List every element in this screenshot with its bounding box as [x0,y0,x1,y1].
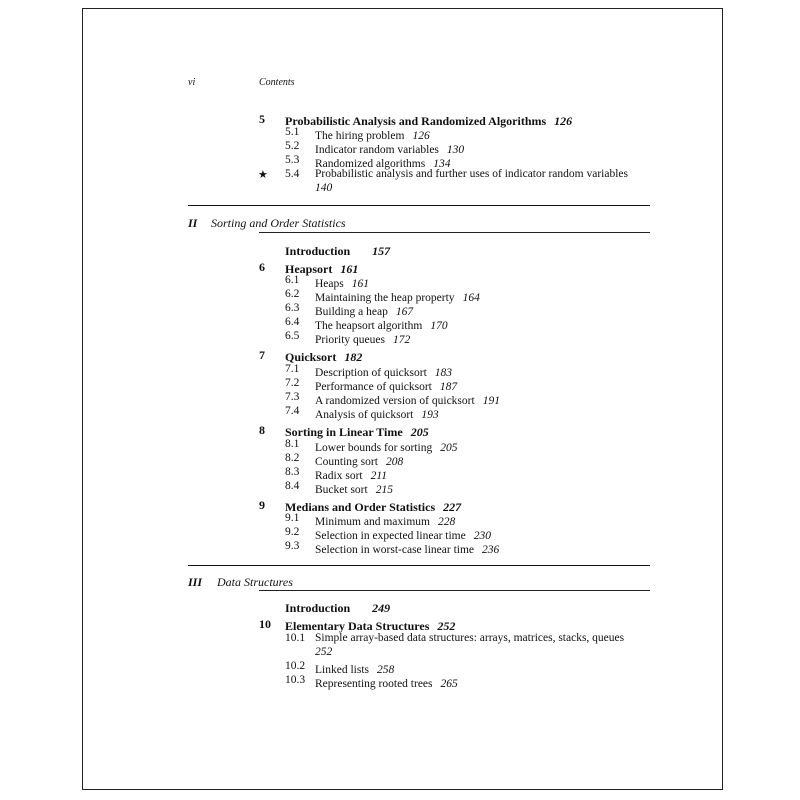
chapter-page: 205 [410,425,429,439]
section-number: 6.3 [285,302,300,314]
star-icon: ★ [258,169,268,181]
section-page: 126 [412,130,430,142]
section-number: 7.4 [285,405,300,417]
section-page: 208 [385,456,404,468]
section-page: 191 [482,395,500,407]
section-title: Selection in worst-case linear time [315,544,475,556]
chapter-title: Heapsort [285,262,333,276]
part-title[interactable]: Sorting and Order Statistics [211,216,346,230]
section-entry[interactable] [315,405,439,423]
section-title: Analysis of quicksort [315,409,414,421]
section-number: 9.1 [285,512,300,524]
section-number: 8.3 [285,466,300,478]
section-page: 170 [430,320,448,332]
section-entry[interactable] [315,540,499,558]
section-title: Selection in expected linear time [315,530,466,542]
chapter-title: Medians and Order Statistics [285,500,436,514]
section-title[interactable]: Probabilistic analysis and further uses of indicator random variables [315,168,628,180]
section-number: 10.1 [285,632,306,644]
chapter-title: Sorting in Linear Time [285,425,403,439]
section-number: 5.4 [285,168,300,180]
section-page: 211 [370,470,388,482]
chapter-number: 5 [259,112,265,126]
running-title: Contents [259,77,295,88]
section-number: 8.2 [285,452,300,464]
section-number: 8.4 [285,480,300,492]
section-title: Performance of quicksort [315,381,432,393]
part-title[interactable]: Data Structures [217,575,293,589]
chapter-title: Probabilistic Analysis and Randomized Algorithms [285,114,547,128]
section-number: 7.3 [285,391,300,403]
chapter-title: Quicksort [285,350,337,364]
part-rule [188,205,650,206]
page-number: vi [188,77,196,88]
section-title: Radix sort [315,470,363,482]
section-page: 236 [482,544,500,556]
intro-rule [259,590,650,591]
chapter-page: 227 [443,500,462,514]
section-page: 187 [439,381,458,393]
section-title: Randomized algorithms [315,158,426,170]
introduction-title: Introduction [285,601,351,615]
section-title[interactable]: Simple array-based data structures: arrays, matrices, stacks, queues [315,632,625,644]
section-title: Lower bounds for sorting [315,442,433,454]
section-page: 265 [440,678,458,690]
section-title: Heaps [315,278,344,290]
section-title: Representing rooted trees [315,678,433,690]
chapter-number: 7 [259,348,265,362]
section-number: 10.2 [285,660,306,672]
section-number: 7.1 [285,363,300,375]
section-number: 9.3 [285,540,300,552]
section-title: Indicator random variables [315,144,439,156]
part-number: III [188,575,203,589]
chapter-number: 9 [259,498,265,512]
section-number: 6.4 [285,316,300,328]
chapter-page: 126 [554,114,573,128]
section-number: 6.2 [285,288,300,300]
section-title: The heapsort algorithm [315,320,423,332]
section-number: 5.2 [285,140,300,152]
chapter-page: 252 [437,619,456,633]
section-title: A randomized version of quicksort [315,395,475,407]
section-entry[interactable] [315,674,458,692]
section-number: 7.2 [285,377,300,389]
chapter-title: Elementary Data Structures [285,619,430,633]
section-page: 258 [377,664,395,676]
section-title: Linked lists [315,664,369,676]
section-page: 193 [421,409,439,421]
part-rule [188,565,650,566]
section-number: 10.3 [285,674,306,686]
document-page [82,8,723,790]
chapter-page: 161 [340,262,359,276]
section-title: Description of quicksort [315,367,427,379]
chapter-number: 6 [259,260,265,274]
section-page: 161 [351,278,369,290]
section-page: 130 [446,144,465,156]
section-number: 9.2 [285,526,300,538]
introduction-title: Introduction [285,244,351,258]
section-entry[interactable] [315,480,393,498]
section-title: Minimum and maximum [315,516,430,528]
section-title: Counting sort [315,456,378,468]
section-title: Building a heap [315,306,388,318]
section-number: 5.3 [285,154,300,166]
introduction-page: 249 [372,601,391,615]
section-page: 215 [375,484,393,496]
section-entry[interactable] [315,330,410,348]
section-page: 134 [433,158,451,170]
section-page: 164 [462,292,480,304]
section-page: 172 [392,334,411,346]
section-title: Maintaining the heap property [315,292,455,304]
intro-rule [259,232,650,233]
section-number: 8.1 [285,438,300,450]
introduction-entry[interactable] [285,599,390,617]
section-page: 183 [434,367,453,379]
section-page: 140 [315,182,333,194]
section-title: Bucket sort [315,484,368,496]
section-number: 6.1 [285,274,300,286]
part-number: II [188,216,198,230]
section-number: 5.1 [285,126,300,138]
introduction-page: 157 [372,244,391,258]
introduction-entry[interactable] [285,242,390,260]
section-title: Priority queues [315,334,385,346]
section-title: The hiring problem [315,130,405,142]
section-page: 230 [473,530,491,542]
section-page: 228 [438,516,456,528]
chapter-number: 8 [259,423,265,437]
chapter-number: 10 [259,617,271,631]
chapter-page: 182 [344,350,363,364]
section-page: 205 [440,442,458,454]
section-page: 252 [315,646,333,658]
section-page: 167 [395,306,414,318]
section-number: 6.5 [285,330,300,342]
